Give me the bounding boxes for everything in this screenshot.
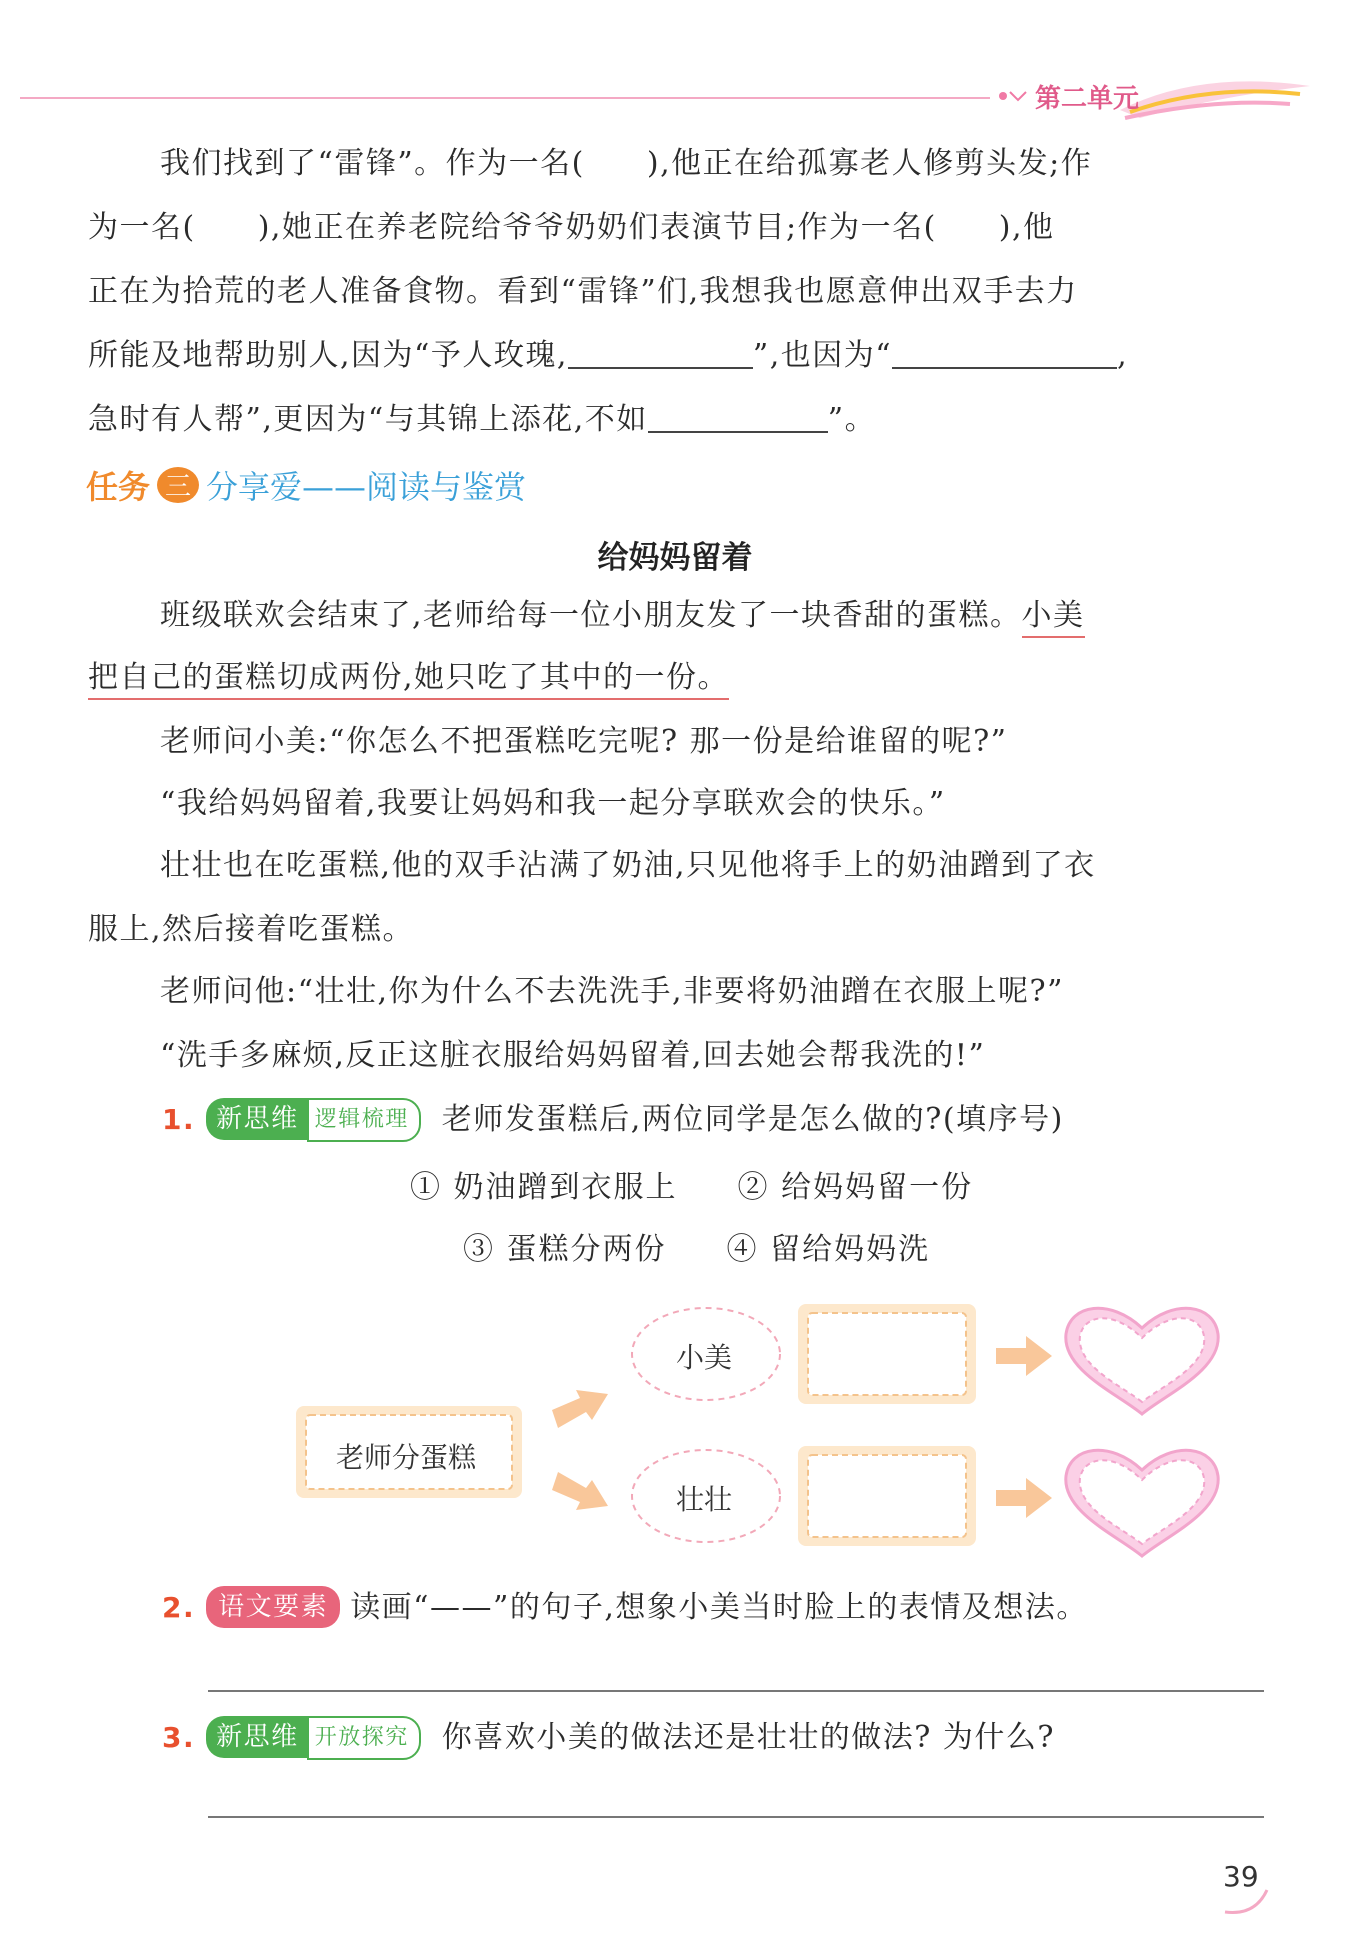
answer-box-bottom[interactable] xyxy=(808,1455,966,1537)
question-1-badge: 新思维 xyxy=(206,1098,307,1140)
options-row-2 xyxy=(463,1224,990,1268)
flow-diagram xyxy=(280,1290,1240,1570)
unit-label: 第二单元 xyxy=(1035,84,1140,114)
answer-box-top[interactable] xyxy=(808,1313,966,1395)
svg-text:三: 三 xyxy=(165,472,192,502)
question-2-badge: 语文要素 xyxy=(206,1586,340,1628)
answer-heart-top[interactable] xyxy=(1080,1314,1204,1402)
diagram-start-label: 老师分蛋糕 xyxy=(336,1441,477,1474)
page-number: 39 xyxy=(1223,1860,1259,1893)
story-p1-line2 xyxy=(88,658,729,698)
intro-line-1: 我们找到了“雷锋”。作为一名( ),他正在给孤寡老人修剪头发;作 xyxy=(160,146,1093,181)
option-4: ④ 留给妈妈洗 xyxy=(726,1232,931,1267)
intro-line-4: 所能及地帮助别人,因为“予人玫瑰, ”,也因为“ , xyxy=(88,338,1129,373)
answer-line-q2[interactable] xyxy=(208,1690,1264,1692)
underlined-sentence-end: 把自己的蛋糕切成两份,她只吃了其中的一份。 xyxy=(88,660,729,700)
underlined-sentence-start: 小美 xyxy=(1022,598,1085,638)
fill-blank-3[interactable] xyxy=(648,403,828,433)
option-1: ① 奶油蹭到衣服上 xyxy=(410,1170,678,1205)
question-2-number: 2. xyxy=(162,1591,196,1624)
story-title: 给妈妈留着 xyxy=(597,540,753,576)
intro-line-3: 正在为拾荒的老人准备食物。看到“雷锋”们,我想我也愿意伸出双手去力 xyxy=(88,274,1078,309)
question-2 xyxy=(162,1586,1088,1628)
story-p5: 老师问他:“壮壮,你为什么不去洗洗手,非要将奶油蹭在衣服上呢?” xyxy=(160,974,1064,1009)
fill-blank-2[interactable] xyxy=(892,339,1117,369)
question-1-number: 1. xyxy=(162,1103,196,1136)
answer-line-q3[interactable] xyxy=(208,1816,1264,1818)
question-1 xyxy=(162,1098,1064,1142)
diagram-bottom-label: 壮壮 xyxy=(676,1483,733,1516)
story-p2: 老师问小美:“你怎么不把蛋糕吃完呢? 那一份是给谁留的呢?” xyxy=(160,724,1008,759)
option-2: ② 给妈妈留一份 xyxy=(737,1170,974,1205)
arrow-right-bottom xyxy=(996,1478,1052,1518)
option-3: ③ 蛋糕分两份 xyxy=(463,1232,667,1267)
page-header xyxy=(0,0,1350,130)
question-3-badge: 新思维 xyxy=(206,1716,307,1758)
page-number-swirl xyxy=(1215,1870,1275,1920)
question-3 xyxy=(162,1716,1055,1760)
question-1-text: 老师发蛋糕后,两位同学是怎么做的?(填序号) xyxy=(441,1102,1064,1137)
task-heading: 任务 三 分享爱——阅读与鉴赏 xyxy=(86,468,527,506)
intro-line-2: 为一名( ),她正在养老院给爷爷奶奶们表演节目;作为一名( ),他 xyxy=(88,210,1055,245)
question-2-text: 读画“——”的句子,想象小美当时脸上的表情及想法。 xyxy=(350,1590,1088,1625)
header-decoration xyxy=(0,0,1350,130)
task-number-badge xyxy=(156,466,200,504)
story-p6: “洗手多麻烦,反正这脏衣服给妈妈留着,回去她会帮我洗的!” xyxy=(160,1038,986,1073)
question-3-text: 你喜欢小美的做法还是壮壮的做法? 为什么? xyxy=(441,1720,1055,1755)
story-p4-line2: 服上,然后接着吃蛋糕。 xyxy=(88,912,415,947)
arrow-down-right xyxy=(552,1472,608,1510)
diagram-top-label: 小美 xyxy=(676,1341,733,1374)
question-3-tag: 开放探究 xyxy=(307,1716,421,1760)
options-row-1 xyxy=(410,1162,1033,1206)
question-3-number: 3. xyxy=(162,1721,196,1754)
intro-line-5: 急时有人帮”,更因为“与其锦上添花,不如 ”。 xyxy=(88,402,877,437)
arrow-right-top xyxy=(996,1336,1052,1376)
answer-heart-bottom[interactable] xyxy=(1080,1456,1204,1544)
arrow-up-right xyxy=(552,1390,608,1428)
question-1-tag: 逻辑梳理 xyxy=(307,1098,421,1142)
story-p1-line1: 班级联欢会结束了,老师给每一位小朋友发了一块香甜的蛋糕。小美 xyxy=(160,596,1085,636)
story-p3: “我给妈妈留着,我要让妈妈和我一起分享联欢会的快乐。” xyxy=(160,786,946,821)
story-p4-line1: 壮壮也在吃蛋糕,他的双手沾满了奶油,只见他将手上的奶油蹭到了衣 xyxy=(160,848,1096,883)
fill-blank-1[interactable] xyxy=(568,339,753,369)
